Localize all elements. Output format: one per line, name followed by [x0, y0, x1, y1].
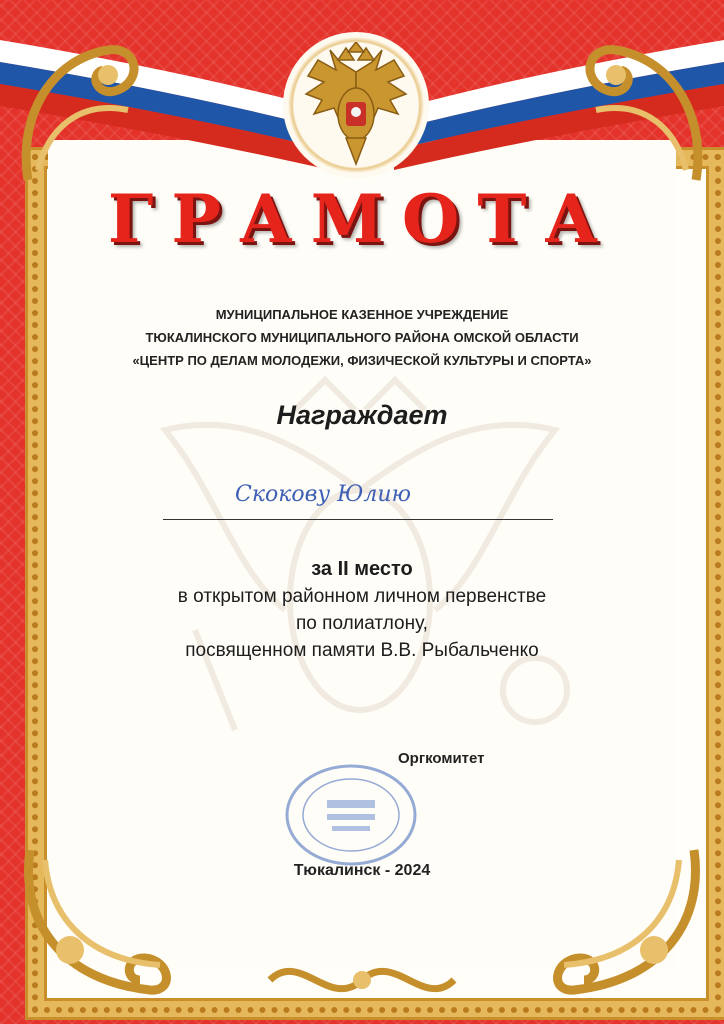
organization-line-1: МУНИЦИПАЛЬНОЕ КАЗЕННОЕ УЧРЕЖДЕНИЕ [215, 307, 509, 322]
awards-label: Награждает [276, 400, 448, 430]
certificate-title: ГРАМОТА [107, 180, 617, 258]
description-line-1: в открытом районном личном первенстве [177, 586, 547, 607]
top-left-ornament [8, 20, 148, 190]
description-line-2: по полиатлону, [296, 613, 428, 634]
place-text: за II место [311, 558, 413, 580]
city-year: Тюкалинск - 2024 [293, 862, 431, 879]
official-stamp-icon [282, 762, 420, 868]
bottom-center-ornament [260, 950, 464, 1010]
organization-line-3: «ЦЕНТР ПО ДЕЛАМ МОЛОДЕЖИ, ФИЗИЧЕСКОЙ КУЛЬТУРЫ И СПОРТА» [132, 353, 592, 368]
recipient-underline [163, 519, 553, 520]
organization-line-2: ТЮКАЛИНСКОГО МУНИЦИПАЛЬНОГО РАЙОНА ОМСКОЙ ОБЛАСТИ [145, 330, 579, 345]
organizing-committee: Оргкомитет [398, 750, 485, 767]
top-right-ornament [576, 20, 716, 190]
description-line-3: посвященном памяти В.В. Рыбальченко [185, 640, 539, 661]
recipient-name: Скокову Юлию [235, 482, 411, 507]
russian-coat-of-arms-icon [300, 42, 412, 170]
